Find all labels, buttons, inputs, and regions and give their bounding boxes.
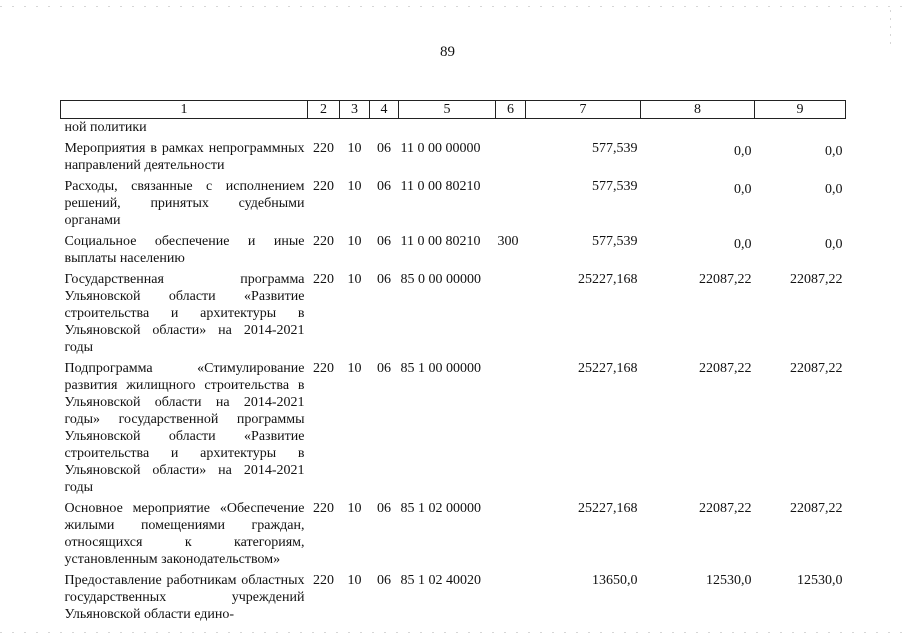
- row-code-section: 10: [347, 573, 362, 588]
- row-code-expense-type: [496, 568, 526, 623]
- row-amount-2: 22087,22: [699, 361, 752, 376]
- table-row: [61, 119, 846, 137]
- row-code-section: 10: [347, 501, 362, 516]
- row-code-expense-type: 300: [497, 234, 519, 249]
- row-code-target: 85 1 02 00000: [400, 501, 481, 516]
- table-body: [61, 119, 846, 624]
- row-code-section: 10: [347, 141, 362, 156]
- row-code-admin: 220: [313, 272, 334, 287]
- row-code-section: 10: [347, 272, 362, 287]
- row-amount-1: [526, 119, 641, 137]
- row-code-admin: 220: [313, 573, 334, 588]
- row-amount-1: 577,539: [592, 234, 638, 249]
- row-code-subsection: 06: [377, 234, 391, 249]
- row-amount-3: 0,0: [825, 182, 843, 197]
- row-code-admin: 220: [313, 361, 334, 376]
- budget-table: [60, 100, 846, 623]
- row-amount-2: 12530,0: [706, 573, 752, 588]
- row-code-target: 85 1 02 40020: [400, 573, 481, 588]
- row-code-section: 10: [347, 234, 362, 249]
- row-code-section: [340, 119, 370, 137]
- header-col-6: 6: [496, 101, 526, 119]
- header-col-5: 5: [399, 101, 496, 119]
- scan-edge-right: [890, 10, 891, 50]
- page-number: 89: [440, 44, 455, 60]
- header-col-8: 8: [641, 101, 755, 119]
- row-code-target: 11 0 00 80210: [400, 179, 481, 194]
- row-name: Предоставление работникам областных государственных учреждений Ульяновской области едино-: [64, 573, 305, 622]
- row-code-section: 10: [347, 361, 362, 376]
- row-code-subsection: 06: [377, 141, 391, 156]
- row-amount-3: 12530,0: [797, 573, 843, 588]
- row-amount-1: 25227,168: [578, 272, 638, 287]
- row-amount-1: 577,539: [592, 179, 638, 194]
- row-code-subsection: 06: [377, 272, 391, 287]
- row-name: Государственная программа Ульяновской области «Развитие строительства и архитектуры в Ульяновской области» на 2014-2021 годы: [64, 272, 305, 355]
- table-row: [61, 267, 846, 356]
- row-code-subsection: 06: [377, 361, 391, 376]
- row-code-admin: 220: [313, 234, 334, 249]
- header-col-3: 3: [340, 101, 370, 119]
- row-code-expense-type: [496, 174, 526, 229]
- row-code-target: 11 0 00 00000: [400, 141, 481, 156]
- row-code-subsection: [370, 119, 399, 137]
- header-col-4: 4: [370, 101, 399, 119]
- row-code-target: 85 1 00 00000: [400, 361, 481, 376]
- table-header: [61, 101, 846, 119]
- row-amount-2: 22087,22: [699, 272, 752, 287]
- row-code-expense-type: [496, 356, 526, 496]
- table-row: [61, 496, 846, 568]
- row-amount-1: 25227,168: [578, 361, 638, 376]
- row-amount-3: 22087,22: [790, 501, 843, 516]
- header-col-7: 7: [526, 101, 641, 119]
- row-code-target: [399, 119, 496, 137]
- table-row: [61, 356, 846, 496]
- header-col-9: 9: [755, 101, 846, 119]
- table-row: [61, 229, 846, 267]
- row-code-admin: 220: [313, 179, 334, 194]
- row-amount-1: 25227,168: [578, 501, 638, 516]
- row-amount-2: [641, 119, 755, 137]
- row-code-expense-type: [496, 136, 526, 174]
- row-amount-3: [755, 119, 846, 137]
- row-amount-3: 0,0: [825, 144, 843, 159]
- row-amount-3: 22087,22: [790, 272, 843, 287]
- row-amount-3: 22087,22: [790, 361, 843, 376]
- table-row: [61, 568, 846, 623]
- header-col-2: 2: [308, 101, 340, 119]
- scan-edge-top: [0, 6, 905, 7]
- row-name: Подпрограмма «Стимулирование развития жилищного строительства в Ульяновской области на 2014-2021 годы» государственной программы Ульяновской области «Развитие строительства и архитектуры в Ульяновской области» на 2014-2021 годы: [64, 361, 305, 495]
- row-amount-1: 13650,0: [592, 573, 638, 588]
- header-col-1: 1: [61, 101, 308, 119]
- row-code-expense-type: [496, 496, 526, 568]
- row-code-target: 11 0 00 80210: [400, 234, 481, 249]
- row-code-section: 10: [347, 179, 362, 194]
- row-code-admin: [308, 119, 340, 137]
- row-amount-1: 577,539: [592, 141, 638, 156]
- table-row: [61, 136, 846, 174]
- table-row: [61, 174, 846, 229]
- row-amount-2: 22087,22: [699, 501, 752, 516]
- row-code-target: 85 0 00 00000: [400, 272, 481, 287]
- row-amount-2: 0,0: [734, 182, 752, 197]
- row-code-admin: 220: [313, 141, 334, 156]
- scan-edge-bottom: [0, 632, 905, 633]
- row-code-admin: 220: [313, 501, 334, 516]
- row-amount-2: 0,0: [734, 237, 752, 252]
- row-amount-3: 0,0: [825, 237, 843, 252]
- row-code-subsection: 06: [377, 179, 391, 194]
- row-code-subsection: 06: [377, 573, 391, 588]
- row-name: ной политики: [64, 120, 147, 135]
- row-name: Основное мероприятие «Обеспечение жилыми помещениями граждан, относящихся к категориям, установленным законодательством»: [64, 501, 305, 567]
- row-name: Расходы, связанные с исполнением решений, принятых судебными органами: [64, 179, 305, 228]
- header-row: [61, 101, 846, 119]
- row-code-expense-type: [496, 119, 526, 137]
- row-code-expense-type: [496, 267, 526, 356]
- row-amount-2: 0,0: [734, 144, 752, 159]
- row-name: Социальное обеспечение и иные выплаты населению: [64, 234, 305, 266]
- row-name: Мероприятия в рамках непрограммных направлений деятельности: [64, 141, 305, 173]
- row-code-subsection: 06: [377, 501, 391, 516]
